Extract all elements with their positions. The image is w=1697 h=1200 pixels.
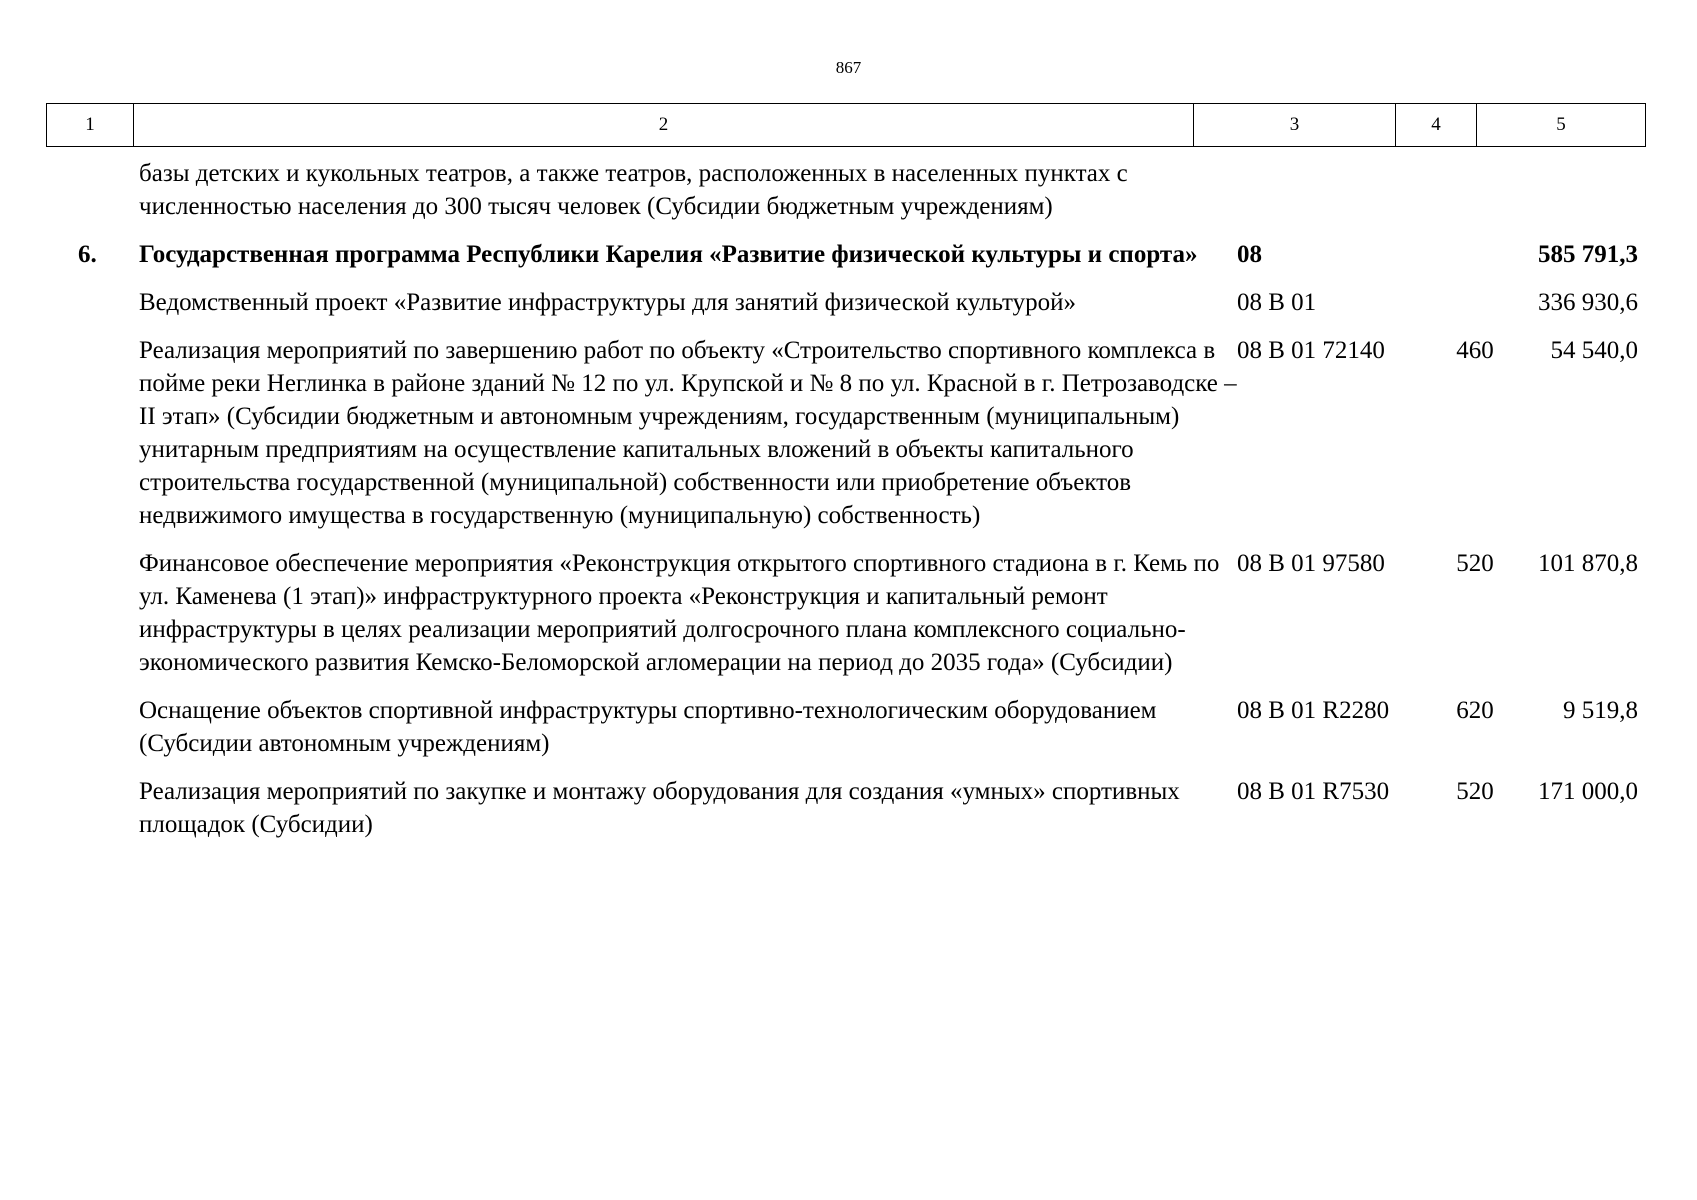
row-number [46, 157, 133, 223]
row-amount: 585 791,3 [1538, 241, 1638, 268]
column-header-1: 1 [47, 104, 134, 146]
row-amount: 101 870,8 [1538, 550, 1638, 577]
row-expense-kind [1445, 286, 1505, 319]
row-code: 08 В 01 [1237, 289, 1317, 316]
row-code: 08 В 01 97580 [1237, 550, 1385, 577]
row-description: Государственная программа Республики Карелия «Развитие физической культуры и спорта» [139, 241, 1198, 268]
page-number: 867 [835, 58, 862, 77]
row-amount: 336 930,6 [1538, 289, 1638, 316]
row-expense-kind [1445, 157, 1505, 223]
row-amount [1505, 157, 1646, 223]
row-number [46, 694, 133, 760]
table-row [46, 694, 1646, 760]
table-row [46, 547, 1646, 679]
column-header-5: 5 [1556, 114, 1566, 135]
row-expense-kind [1445, 238, 1505, 271]
row-amount: 171 000,0 [1538, 778, 1638, 805]
row-code: 08 [1237, 241, 1262, 268]
row-number [46, 334, 133, 532]
row-expense-kind: 620 [1456, 697, 1494, 724]
column-header-2: 2 [134, 104, 1194, 146]
row-number [46, 286, 133, 319]
row-code: 08 В 01 R7530 [1237, 778, 1390, 805]
row-description: базы детских и кукольных театров, а также театров, расположенных в населенных пунктах с численностью населения до 300 тысяч человек (Субсидии бюджетным учреждениям) [139, 160, 1128, 220]
row-expense-kind: 520 [1456, 550, 1494, 577]
row-description: Финансовое обеспечение мероприятия «Реконструкция открытого спортивного стадиона в г. Кемь по ул. Каменева (1 этап)» инфраструктурного проекта «Реконструкция и капитальный ремонт инфраструктуры в целях реализации мероприятий долгосрочного плана комплексного социально-экономического развития Кемско-Беломорской агломерации на период до 2035 года» (Субсидии) [139, 550, 1220, 676]
row-description: Оснащение объектов спортивной инфраструктуры спортивно-технологическим оборудованием (Субсидии автономным учреждениям) [139, 697, 1157, 757]
row-amount: 9 519,8 [1563, 697, 1638, 724]
row-number [46, 775, 133, 841]
row-code: 08 В 01 72140 [1237, 337, 1385, 364]
row-amount: 54 540,0 [1550, 337, 1638, 364]
row-number: 6. [78, 241, 97, 268]
budget-rows [46, 157, 1646, 856]
row-number [46, 547, 133, 679]
row-description: Реализация мероприятий по завершению работ по объекту «Строительство спортивного комплекса в пойме реки Неглинка в районе зданий № 12 по ул. Крупской и № 8 по ул. Красной в г. Петрозаводске – II этап» (Субсидии бюджетным и автономным учреждениям, государственным (муниципальным) унитарным предприятиям на осуществление капитальных вложений в объекты капитального строительства государственной (муниципальной) собственности или приобретение объектов недвижимого имущества в государственную (муниципальную) собственность) [139, 337, 1237, 529]
column-header-table [46, 103, 1646, 147]
row-code [1237, 157, 1445, 223]
table-row [46, 286, 1646, 319]
row-description: Ведомственный проект «Развитие инфраструктуры для занятий физической культурой» [139, 289, 1076, 316]
table-row [46, 157, 1646, 223]
table-row [46, 775, 1646, 841]
table-row-program [46, 238, 1646, 271]
column-header-3: 3 [1194, 104, 1396, 146]
row-expense-kind: 460 [1456, 337, 1494, 364]
row-code: 08 В 01 R2280 [1237, 697, 1390, 724]
table-row [46, 334, 1646, 532]
column-header-4: 4 [1396, 104, 1477, 146]
row-expense-kind: 520 [1456, 778, 1494, 805]
row-description: Реализация мероприятий по закупке и монтажу оборудования для создания «умных» спортивных площадок (Субсидии) [139, 778, 1180, 838]
